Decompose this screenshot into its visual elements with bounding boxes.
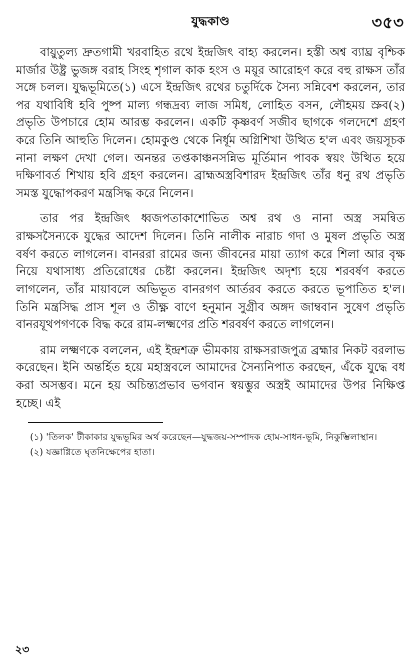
printer-signature: ২৩: [15, 643, 30, 656]
footnote-divider: [28, 422, 163, 423]
main-text: [16, 44, 405, 412]
footnotes: [30, 431, 410, 459]
section-title: যুদ্ধকাণ্ড: [191, 14, 230, 28]
footnote-2: (২) যজ্ঞাগ্নিতে ঘৃতনিক্ষেপের হাতা।: [30, 446, 155, 458]
paragraph-1: বায়ুতুল্য দ্রুতগামী খরবাহিত রথে ইন্দ্রজিৎ বাহ্য করলেন। হস্তী অশ্ব ব্যাঘ্র বৃশ্চিক মার্জার উষ্ট্র ভুজঙ্গ বরাহ সিংহ শৃগাল কাক হংস ও ময়ূর আরোহণ করে বহু রাক্ষস তাঁর সঙ্গে চলল। যুদ্ধভূমিতে(১) এসে ইন্দ্রজিৎ রথের চতুর্দিকে সৈন্য সন্নিবেশ করলেন, তার পর যথাবিধি হবি পুষ্প মাল্য গন্ধদ্রব্য লাজ সমিধ, লোহিত বসন, লৌহময় স্রুব(২) প্রভৃতি উপচারে হোম আরম্ভ করলেন। একটি কৃষ্ণবর্ণ সজীব ছাগকে গলদেশে গ্রহণ করে তিনি আহুতি দিলেন। হোমকুণ্ড থেকে নির্ধূম অগ্নিশিখা উত্থিত হ'ল এবং জয়সূচক নানা লক্ষণ দেখা গেল। অনন্তর তপ্তকাঞ্চনসন্নিভ মূর্তিমান পাবক স্বয়ং উত্থিত হয়ে দক্ষিণাবর্ত শিখায় হবি গ্রহণ করলেন। ব্রাহ্মঅস্ত্রবিশারদ ইন্দ্রজিৎ তাঁর ধনু রথ প্রভৃতি সমস্ত যুদ্ধোপকরণ মন্ত্রসিদ্ধ করে নিলেন।: [16, 45, 405, 200]
page-header: [16, 10, 405, 32]
page-number: ৩৫৩: [371, 13, 404, 32]
paragraph-2: তার পর ইন্দ্রজিৎ ধ্বজপতাকাশোভিত অশ্ব রথ ও নানা অস্ত্র সমন্বিত রাক্ষসসৈন্যকে যুদ্ধের আদেশ দিলেন। তিনি নালীক নারাচ গদা ও মুষল প্রভৃতি অস্ত্র বর্ষণ করতে লাগলেন। বানররা রামের জন্য জীবনের মায়া ত্যাগ করে শিলা আর বৃক্ষ নিয়ে যথাসাধ্য প্রতিরোধের চেষ্টা করলেন। ইন্দ্রজিৎ অদৃশ্য হয়ে শরবর্ষণ করতে লাগলেন, তাঁর মায়াবলে অভিভূত বানরগণ আর্তরব করতে করতে ভূপাতিত হ'ল। তিনি মন্ত্রসিদ্ধ প্রাস শূল ও তীক্ষ্ণ বাণে হনুমান সুগ্রীব অঙ্গদ জাম্ববান সুষেণ প্রভৃতি বানরযূথপগণকে বিদ্ধ করে রাম-লক্ষ্মণের প্রতি শরবর্ষণ করতে লাগলেন।: [16, 211, 405, 332]
footnote-1: (১) 'তিলক' টীকাকার যুদ্ধভূমির অর্থ করেছেন—যুদ্ধজয়-সম্পাদক হোম-সাধন-ভূমি, নিকুম্ভিলাস্থান।: [30, 432, 378, 444]
paragraph-3: রাম লক্ষ্মণকে বললেন, এই ইন্দ্রশত্রু ভীমকায় রাক্ষসরাজপুত্র ব্রহ্মার নিকট বরলাভ করেছেন। ইনি অন্তর্হিত হয়ে মহাস্ত্রবলে আমাদের সৈন্যনিপাত করছেন, এঁকে যুদ্ধে বধ করা অসম্ভব। মনে হয় অচিন্ত্যপ্রভাব ভগবান স্বয়ম্ভুর অস্ত্রই আমাদের উপর নিক্ষিপ্ত হচ্ছে। এই: [16, 342, 405, 410]
